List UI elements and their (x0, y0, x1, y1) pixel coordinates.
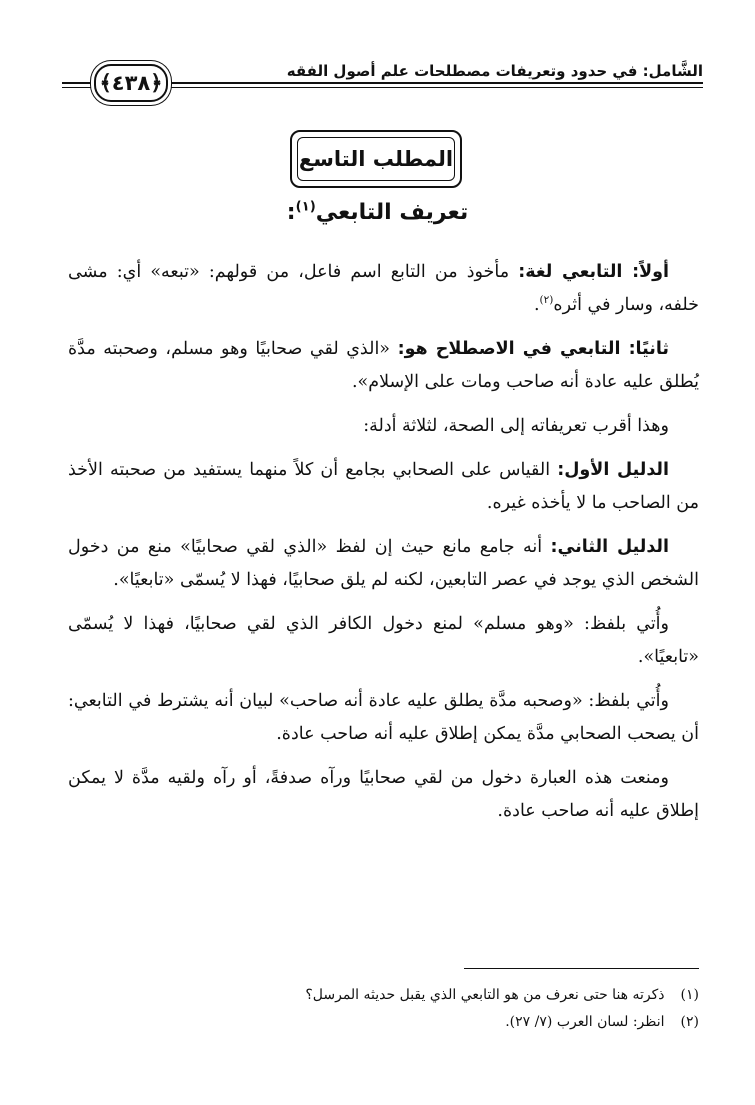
paragraph-lead: أولاً: التابعي لغة: (518, 262, 670, 282)
paragraph (68, 454, 699, 520)
body-text (68, 256, 699, 839)
footnote (68, 982, 699, 1009)
paragraph-text: مأخوذ من التابع اسم فاعل، من قولهم: «تبعه» أي: مشى خلفه، وسار في أثره (68, 262, 699, 315)
footnote-separator (464, 968, 699, 969)
footnote-marker: (٢) (680, 1014, 699, 1030)
paragraph-text: «الذي لقي صحابيًا وهو مسلم، وصحبته مدَّة يُطلق عليه عادة أنه صاحب ومات على الإسلام». (68, 339, 699, 392)
footnote-marker: (١) (680, 987, 699, 1003)
subtitle-text: تعريف التابعي (315, 200, 469, 225)
subtitle-footnote-ref[interactable]: (١) (295, 199, 316, 215)
paragraph (68, 410, 699, 443)
paragraph-lead: الدليل الأول: (557, 460, 669, 480)
paragraph (68, 333, 699, 399)
footnote-text: ذكرته هنا حتى نعرف من هو التابعي الذي يقبل حديثه المرسل؟ (305, 987, 665, 1003)
running-title: الشَّامل: في حدود وتعريفات مصطلحات علم أصول الفقه (286, 62, 703, 80)
paragraph-lead: ثانيًا: التابعي في الاصطلاح هو: (397, 339, 669, 359)
section-heading: المطلب التاسع (297, 137, 455, 181)
paragraph (68, 531, 699, 597)
paragraph-text: ومنعت هذه العبارة دخول من لقي صحابيًا ورآه صدفةً، أو رآه ولقيه مدَّة لا يمكن إطلاق عليه أنه صاحب عادة. (68, 768, 699, 821)
footnote-text: انظر: لسان العرب (٧/ ٢٧). (505, 1014, 665, 1030)
footnote (68, 1009, 699, 1036)
paragraph-text: وأُتي بلفظ: «وهو مسلم» لمنع دخول الكافر الذي لقي صحابيًا، فهذا لا يُسمّى «تابعيًا». (68, 614, 699, 667)
footnotes (68, 982, 699, 1036)
paragraph (68, 608, 699, 674)
page-number: ﴿٤٣٨﴾ (94, 64, 168, 102)
paragraph (68, 256, 699, 322)
subtitle (0, 200, 755, 225)
section-heading-frame (290, 130, 462, 188)
paragraph-text: وأُتي بلفظ: «وصحبه مدَّة يطلق عليه عادة أنه صاحب» لبيان أنه يشترط في التابعي: أن يصحب الصحابي مدَّة يمكن إطلاق عليه أنه صاحب عادة. (68, 691, 699, 744)
paragraph-text: أنه جامع مانع حيث إن لفظ «الذي لقي صحابيًا» منع من دخول الشخص الذي يوجد في عصر التابعين، لكنه لم يلق صحابيًا، فهذا لا يُسمّى «تابعيًا». (68, 537, 699, 590)
paragraph (68, 685, 699, 751)
paragraph-tail: . (533, 295, 540, 315)
subtitle-colon: : (286, 200, 296, 225)
paragraph (68, 762, 699, 828)
paragraph-lead: الدليل الثاني: (550, 537, 670, 557)
paragraph-text: القياس على الصحابي بجامع أن كلاً منهما يستفيد من صحبته الأخذ من الصاحب ما لا يأخذه غيره. (68, 460, 699, 513)
page-header (62, 58, 703, 104)
paragraph-text: وهذا أقرب تعريفاته إلى الصحة، لثلاثة أدلة: (363, 416, 669, 436)
footnote-ref[interactable]: (٢) (539, 294, 554, 307)
